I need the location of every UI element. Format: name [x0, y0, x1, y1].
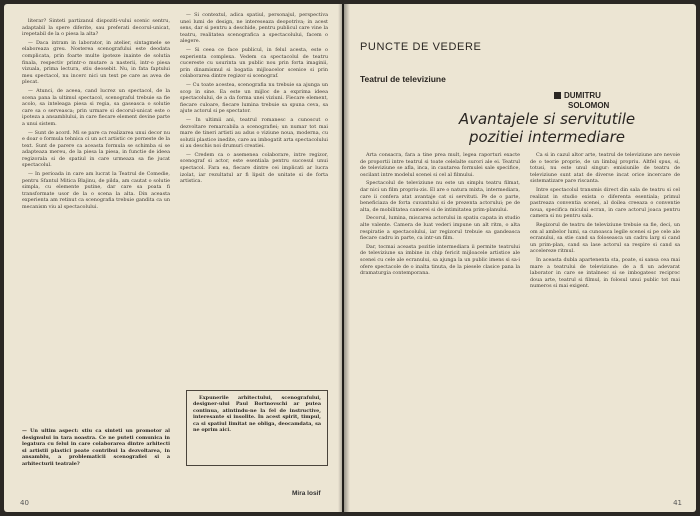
- book-gutter: [338, 4, 350, 512]
- paragraph: — Credem ca o asemenea colaborare, intre regizor, scenograf si actor, este esentiala pentru succesul unui spectacol. Fara ea, fiecare dintre cei implicati ar lucra izolat, iar rezultatul ar fi lipsit de unitate si de forta artistica.: [180, 151, 328, 185]
- question-text: — Un ultim aspect: stiu ca sinteti un promotor al designului in tara noastra. Ce ne puteti comunica in legatura cu felul in care colaborarea dintre arhitecti si artistii plastici poate contribui la dezvoltarea, in ansamblu, a problematicii scenografiei si a arhitecturii teatrale?: [22, 428, 170, 467]
- section-subtitle: Teatrul de televiziune: [360, 74, 446, 84]
- paragraph: Regizorul de teatru de televiziune trebuie sa fie, deci, un om al ambelor lumi, sa cunoasca legile scenei si pe cele ale ecranului, sa stie cand sa foloseasca un cadru larg si cand un prim-plan, cand sa lase actorul sa respire si cand sa accelereze ritmul.: [530, 221, 680, 255]
- paragraph: Intre spectacolul transmis direct din sala de teatru si cel realizat in studio exista o diferenta esentiala; primul pastreaza conventia scenei, al doilea creeaza o conventie noua, specifica micului ecran, in care actorul joaca pentru camera si nu pentru sala.: [530, 186, 680, 220]
- paragraph: Spectacolul de televiziune nu este un simplu teatru filmat, dar nici un film propriu-zis. El are o natura mixta, intermediara, care ii confera atat avantaje cat si servituti. Pe de o parte, beneficiaza de forta cuvantului si de prezenta actorului; pe de alta, de mobilitatea camerei si de intimitatea prim-planului.: [360, 180, 520, 213]
- paragraph: literar? Sinteti partizanul dispoziti-vului scenic sentru, adaptabil la spere diferite, sau preferati decorul-unicat, irepetabil de la o piesa la alta?: [22, 18, 170, 38]
- left-column-2: [180, 12, 328, 424]
- article-author: [554, 91, 684, 111]
- bullet-square-icon: [554, 92, 561, 99]
- headline-line-1: Avantajele si servitutile: [458, 110, 636, 128]
- paragraph: Dar, tocmai aceasta pozitie intermediara ii permite teatrului de televiziune sa imbine in chip fericit mijloacele artistice ale scenei cu cele ale ecranului, sa ajunga la un public imens si sa-i ofere spectacole de o inalta tinuta, de la piesele clasice pana la dramaturgia contemporana.: [360, 243, 520, 277]
- paragraph: — Atunci, de aceea, cand lucrez un spectacol, de la scena pana la ultimul spectacol, scenograful trebuie sa fie acolo, sa inteleaga piesa si regia, sa gaseasca o solutie care sa o serveasca; prin urmare si decorul-unicat este o ipoteza a ansamblului, in care fiecare element devine parte a unui sistem.: [22, 87, 170, 127]
- paragraph: — Cu toate acestea, scenografia nu trebuie sa ajunga un scop in sine. Ea este un mijloc de a exprima ideea spectacolului, de a da forma unei viziuni. Fiecare element, fiecare culoare, fiecare lumina trebuie sa spuna ceva, sa ajute actorul si pe spectator.: [180, 81, 328, 115]
- section-rubric: PUNCTE DE VEDERE: [360, 41, 482, 53]
- callout-box: [186, 390, 328, 466]
- paragraph: — In ultimii ani, teatrul romanesc a cunoscut o dezvoltare remarcabila a scenografiei; un numar tot mai mare de tineri artisti au adus o viziune noua, moderna, cu solutii plastice inedite, care au imbogatit arta spectacolului si au deschis noi drumuri creatiei.: [180, 116, 328, 150]
- author-last-name: SOLOMON: [568, 101, 610, 110]
- author-first-name: DUMITRU: [564, 91, 601, 100]
- paragraph: — In perioada in care am lucrat la Teatrul de Comedie, pentru Sfantul Mitica Blajinu, de pilda, am cautat o solutie simpla, cu elemente putine, dar care sa poata fi transformate usor de la o scena la alta. Din aceasta experienta am retinut ca scenografia trebuie gandita ca un mecanism viu al spectacolului.: [22, 171, 170, 211]
- paragraph: — Si ceea ce face publicul, in felul acesta, este o experienta complexa. Vedem ca spectacolul de teatru cucereste cu usurinta un public nou prin forta imaginii, prin dinamismul si bogatia mijloacelor scenice si prin colaborarea dintre regizor si scenograf.: [180, 46, 328, 80]
- right-column-1: [360, 152, 520, 492]
- paragraph: — Sunt de acord. Mi se pare ca realizarea unui decor nu e doar o formula tehnica ci un act artistic ce porneste de la text. Sunt de parere ca aceasta formula se schimba si se adapteaza mereu, de la piesa la piesa, in functie de ideea regizorala si de spatiul in care urmeaza sa fie jucat spectacolul.: [22, 129, 170, 169]
- headline-line-2: pozitiei intermediare: [468, 128, 626, 146]
- left-column-1: [22, 18, 170, 423]
- paragraph: — Si contextul, adica spatiul, personajul, perspectiva unei lumi de design, ne intereseaza deopotriva; in acest sens, dar si pentru a deschide, pentru publicul care vine la teatru, realitatea scenografica a spectacolului, facem o alegere.: [180, 12, 328, 45]
- callout-text: Expunerile arhitectului, scenografului, designer-ului Paul Bortnovschi ar putea continua, atintindu-ne la fel de instructive, interesante si insolite. In acest spirit, timpul, ca si spatiul limitat ne obliga, deocamdata, sa ne oprim aici.: [193, 395, 321, 434]
- article-headline: [424, 110, 670, 146]
- page-number-right: 41: [673, 499, 682, 507]
- paragraph: In aceasta dubla apartenenta sta, poate, si sansa cea mai mare a teatrului de televiziune: de a fi un adevarat laborator in care se intalnesc si se imbogatesc reciproc doua arte, teatrul si filmul, in folosul unui public tot mai numeros si mai exigent.: [530, 256, 680, 290]
- paragraph: Arta consacra, fara a tine prea mult, legea raporturi exacte de proportii intre teatrul si toate celelalte surori ale ei. Teatrul de televiziune se afla, inca, in cautarea formulei sale specifice, oscilant intre modelul scenei si cel al filmului.: [360, 152, 520, 178]
- paragraph: — Daca intram in laborator, in atelier, sintagmele se elaboreaza greu. Nosterea scenografului este deodata complicata, prin foarte multe ipoteze inainte de solutia finala, respectiv printr-o mutare a nasterii, intr-o piesa vizuala, prima lectura, stiu deosebit. Nu, in fata faptului meu spectacol, nu incerc nici un text pe care as avea de plecat.: [22, 39, 170, 86]
- paragraph: Decorul, lumina, miscarea actorului in spatiu capata in studio alte valente. Camera de luat vederi impune un alt ritm, o alta respiratie a spectacolului, iar regizorul trebuie sa gandeasca fiecare cadru in parte, ca intr-un film.: [360, 215, 520, 242]
- right-page: [344, 4, 696, 512]
- paragraph: Ca si in cazul altor arte, teatrul de televiziune are nevoie de o teorie proprie, de un limbaj propriu. Altfel spus, si, totusi, nu este unul singur: emisiunile de teatru de televiziune sunt atat de diverse incat orice incercare de sistematizare pare riscanta.: [530, 152, 680, 185]
- page-number-left: 40: [20, 499, 29, 507]
- left-page: [4, 4, 342, 512]
- closing-question: [22, 428, 170, 490]
- interview-author: Mira Iosif: [292, 490, 321, 497]
- right-column-2: [530, 152, 680, 492]
